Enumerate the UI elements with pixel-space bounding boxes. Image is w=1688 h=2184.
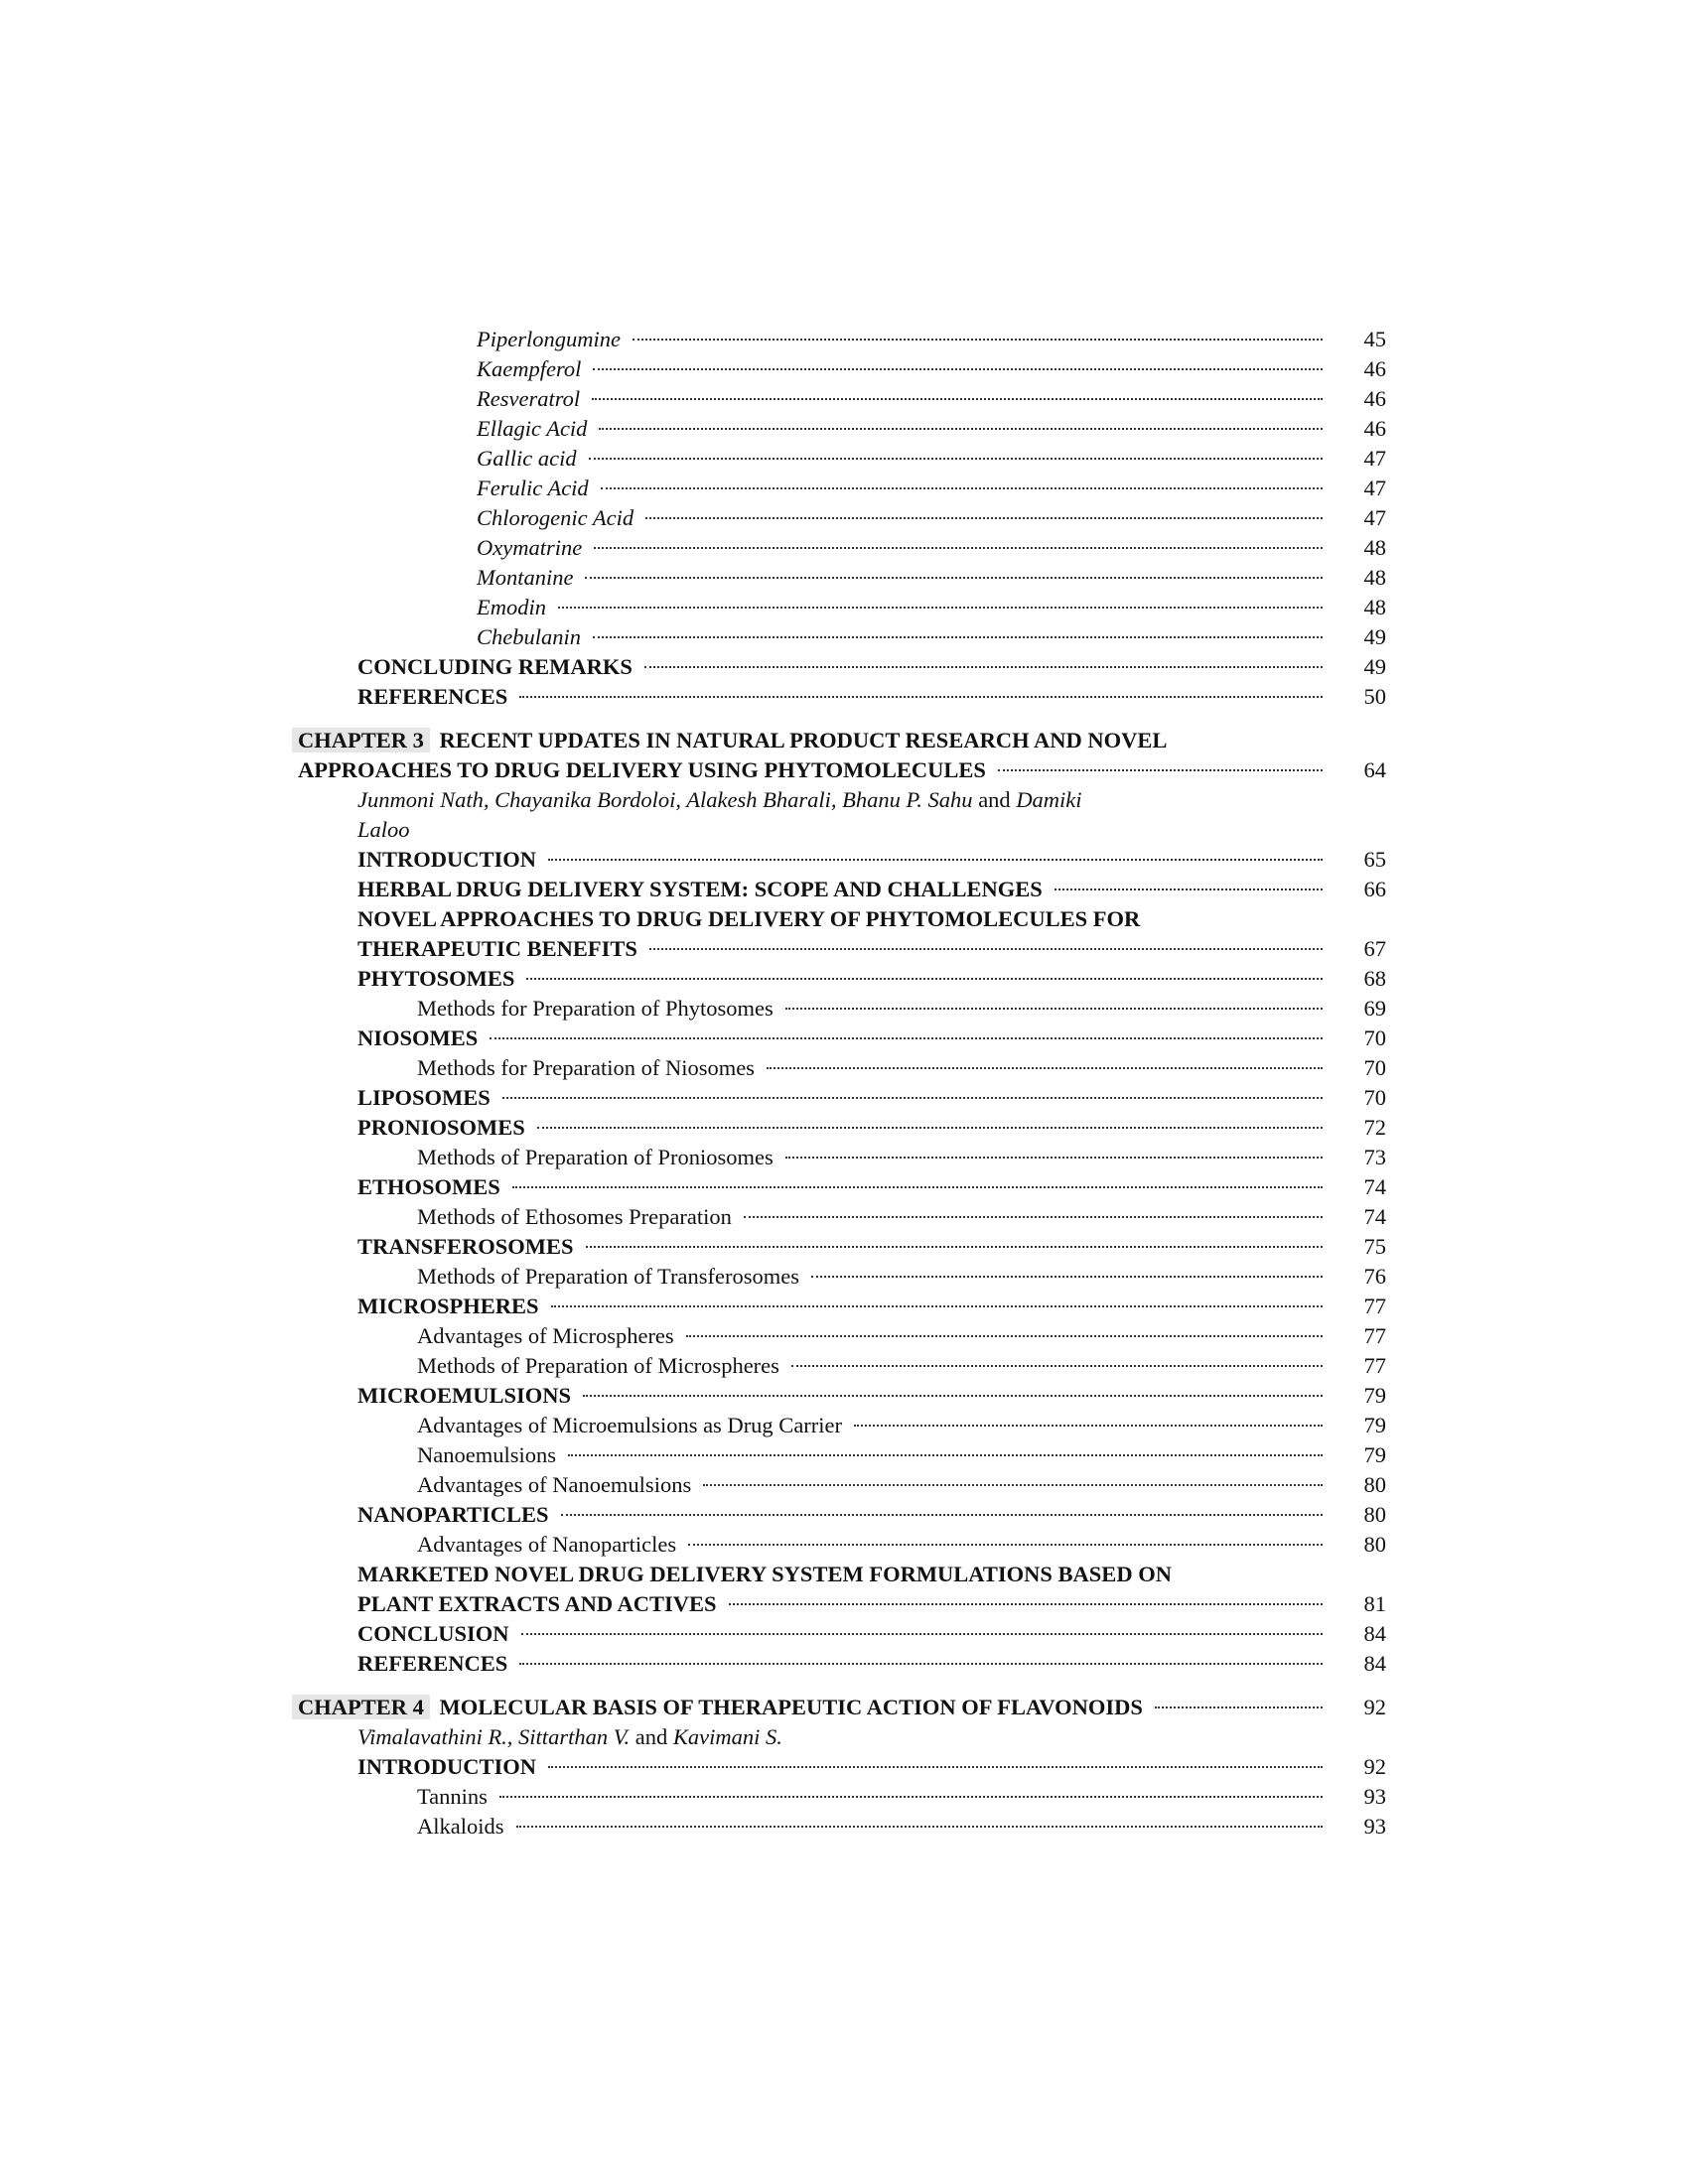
toc-page-number: 65: [1363, 847, 1386, 872]
chapter-3-title-line-2: [0, 755, 1688, 785]
toc-entry-marketed-line-1: [0, 1560, 1688, 1589]
toc-page-number: 81: [1363, 1591, 1386, 1616]
toc-page-number: 77: [1363, 1323, 1386, 1348]
toc-subsection: [0, 1262, 1688, 1292]
toc-subsection: [0, 994, 1688, 1024]
toc-page-number: 69: [1363, 996, 1386, 1021]
leader-dots: [583, 1395, 1323, 1397]
toc-entry-title: Methods of Preparation of Microspheres: [417, 1353, 779, 1378]
chapter-label: CHAPTER 4: [292, 1695, 430, 1719]
toc-page-number: 79: [1363, 1383, 1386, 1408]
toc-entry-title: Resveratrol: [477, 386, 581, 411]
toc-entry-title: CONCLUSION: [357, 1621, 509, 1646]
leader-dots: [645, 517, 1323, 519]
toc-section: [0, 1172, 1688, 1202]
toc-entry-title: Tannins: [417, 1784, 488, 1809]
toc-page-number: 73: [1363, 1145, 1386, 1169]
toc-entry: [0, 593, 1688, 622]
toc-entry-title: Methods of Ethosomes Preparation: [417, 1204, 732, 1229]
leader-dots: [490, 1037, 1323, 1039]
toc-page-number: 92: [1363, 1754, 1386, 1779]
toc-page-number: 49: [1363, 624, 1386, 649]
toc-subsection: [0, 1470, 1688, 1500]
author-names: Junmoni Nath, Chayanika Bordoloi, Alakesh Bharali, Bhanu P. Sahu: [357, 787, 973, 812]
leader-dots: [548, 859, 1323, 861]
toc-entry-novel-line-1: [0, 904, 1688, 934]
chapter-label: CHAPTER 3: [292, 728, 430, 752]
toc-page-number: 79: [1363, 1442, 1386, 1467]
toc-entry-marketed-line-2: [0, 1589, 1688, 1619]
toc-entry-title: Nanoemulsions: [417, 1442, 556, 1467]
chapter-4-authors: [0, 1722, 1688, 1752]
leader-dots: [644, 666, 1323, 668]
leader-dots: [811, 1276, 1323, 1278]
toc-entry: [0, 563, 1688, 593]
toc-entry-title: PRONIOSOMES: [357, 1115, 525, 1140]
toc-subsection: [0, 1321, 1688, 1351]
leader-dots: [519, 696, 1323, 698]
toc-entry-title: INTRODUCTION: [357, 847, 537, 872]
leader-dots: [558, 607, 1323, 609]
toc-entry-title: LIPOSOMES: [357, 1085, 491, 1110]
toc-page-number: 47: [1363, 446, 1386, 471]
toc-entry-title: Emodin: [477, 595, 546, 619]
leader-dots: [688, 1544, 1323, 1546]
toc-page-number: 48: [1363, 535, 1386, 560]
toc-page-number: 47: [1363, 476, 1386, 500]
author-and: and: [978, 787, 1011, 812]
toc-entry-title: CONCLUDING REMARKS: [357, 654, 633, 679]
toc-entry-title: HERBAL DRUG DELIVERY SYSTEM: SCOPE AND CHALLENGES: [357, 877, 1043, 901]
toc-page-number: 80: [1363, 1502, 1386, 1527]
toc-entry-title: Methods for Preparation of Niosomes: [417, 1055, 755, 1080]
toc-page-number: 66: [1363, 877, 1386, 901]
toc-entry: [0, 845, 1688, 875]
leader-dots: [686, 1335, 1323, 1337]
toc-entry-title: PHYTOSOMES: [357, 966, 515, 991]
leader-dots: [561, 1514, 1323, 1516]
toc-entry-title: NIOSOMES: [357, 1025, 479, 1050]
toc-page-number: 47: [1363, 505, 1386, 530]
toc-page-number: 76: [1363, 1264, 1386, 1289]
toc-section: [0, 1083, 1688, 1113]
toc-subsection: [0, 1530, 1688, 1560]
toc-page-number: 92: [1363, 1695, 1386, 1719]
leader-dots: [729, 1603, 1323, 1605]
toc-section: [0, 964, 1688, 994]
toc-entry-title: Montanine: [477, 565, 574, 590]
leader-dots: [519, 1663, 1323, 1665]
toc-entry-title: NANOPARTICLES: [357, 1502, 549, 1527]
toc-entry-references: [0, 682, 1688, 712]
toc-entry-title: Oxymatrine: [477, 535, 583, 560]
toc-subsection: [0, 1351, 1688, 1381]
toc-entry-title: Kaempferol: [477, 356, 582, 381]
toc-section: [0, 1292, 1688, 1321]
leader-dots: [516, 1826, 1324, 1828]
toc-page-number: 93: [1363, 1814, 1386, 1839]
leader-dots: [649, 948, 1323, 950]
toc-entry: [0, 444, 1688, 474]
leader-dots: [548, 1766, 1323, 1768]
leader-dots: [526, 978, 1323, 980]
toc-entry-title: TRANSFEROSOMES: [357, 1234, 574, 1259]
leader-dots: [593, 636, 1323, 638]
leader-dots: [568, 1454, 1323, 1456]
toc-page-number: 93: [1363, 1784, 1386, 1809]
leader-dots: [592, 398, 1323, 400]
toc-page-number: 46: [1363, 386, 1386, 411]
toc-entry-title: Chebulanin: [477, 624, 581, 649]
toc-entry-title: MICROSPHERES: [357, 1294, 539, 1318]
toc-page-number: 74: [1363, 1174, 1386, 1199]
toc-entry: [0, 384, 1688, 414]
toc-entry-title: Methods of Preparation of Proniosomes: [417, 1145, 774, 1169]
toc-page-number: 70: [1363, 1055, 1386, 1080]
leader-dots: [1055, 888, 1323, 890]
toc-entry: [0, 875, 1688, 904]
toc-page-number: 48: [1363, 595, 1386, 619]
leader-dots: [551, 1305, 1323, 1307]
author-last: Damiki: [1016, 787, 1082, 812]
chapter-title: RECENT UPDATES IN NATURAL PRODUCT RESEARCH AND NOVEL: [439, 728, 1168, 752]
toc-entry-title: REFERENCES: [357, 1651, 508, 1676]
toc-subsection: [0, 1411, 1688, 1440]
toc-page-number: 48: [1363, 565, 1386, 590]
toc-entry-references: [0, 1649, 1688, 1679]
toc-entry-title: INTRODUCTION: [357, 1754, 537, 1779]
toc-page-number: 68: [1363, 966, 1386, 991]
leader-dots: [767, 1067, 1323, 1069]
toc-entry-title: Methods for Preparation of Phytosomes: [417, 996, 774, 1021]
chapter-3-authors-cont: [0, 815, 1688, 845]
toc-entry-title: MARKETED NOVEL DRUG DELIVERY SYSTEM FORMULATIONS BASED ON: [357, 1562, 1172, 1586]
toc-section: [0, 1500, 1688, 1530]
toc-subsection: [0, 1143, 1688, 1172]
toc-entry-title: REFERENCES: [357, 684, 508, 709]
chapter-title: MOLECULAR BASIS OF THERAPEUTIC ACTION OF FLAVONOIDS: [439, 1695, 1143, 1719]
chapter-4-title: [0, 1693, 1688, 1722]
toc-section: [0, 1113, 1688, 1143]
toc-entry-title: PLANT EXTRACTS AND ACTIVES: [357, 1591, 717, 1616]
toc-subsection: [0, 1053, 1688, 1083]
toc-entry-introduction: [0, 1752, 1688, 1782]
leader-dots: [744, 1216, 1323, 1218]
toc-section: [0, 1381, 1688, 1411]
author-names: Laloo: [357, 817, 410, 842]
toc-page-number: 67: [1363, 936, 1386, 961]
toc-entry: [0, 622, 1688, 652]
leader-dots: [499, 1796, 1323, 1798]
leader-dots: [633, 339, 1323, 341]
toc-page-number: 50: [1363, 684, 1386, 709]
toc-page-number: 46: [1363, 416, 1386, 441]
toc-entry-title: Ellagic Acid: [477, 416, 588, 441]
toc-entry: [0, 325, 1688, 354]
toc-page-number: 79: [1363, 1413, 1386, 1437]
leader-dots: [785, 1157, 1323, 1159]
toc-entry-title: Advantages of Nanoemulsions: [417, 1472, 692, 1497]
toc-entry-title: Alkaloids: [417, 1814, 504, 1839]
toc-page-number: 77: [1363, 1294, 1386, 1318]
toc-entry-title: Gallic acid: [477, 446, 577, 471]
toc-page-number: 74: [1363, 1204, 1386, 1229]
toc-entry-title: Advantages of Microemulsions as Drug Carrier: [417, 1413, 843, 1437]
toc-page-number: 77: [1363, 1353, 1386, 1378]
toc-entry-conclusion: [0, 1619, 1688, 1649]
toc-entry-title: Chlorogenic Acid: [477, 505, 634, 530]
leader-dots: [537, 1127, 1323, 1129]
leader-dots: [791, 1365, 1323, 1367]
leader-dots: [1155, 1706, 1323, 1708]
toc-entry-title: Methods of Preparation of Transferosomes: [417, 1264, 799, 1289]
toc-entry: [0, 354, 1688, 384]
toc-entry: [0, 414, 1688, 444]
toc-page-number: 84: [1363, 1651, 1386, 1676]
author-last: Kavimani S.: [672, 1724, 782, 1749]
toc-entry: [0, 503, 1688, 533]
toc-entry-title: Piperlongumine: [477, 327, 621, 351]
toc-entry-novel-line-2: [0, 934, 1688, 964]
leader-dots: [589, 458, 1323, 460]
toc-entry: [0, 533, 1688, 563]
toc-page-number: 80: [1363, 1472, 1386, 1497]
toc-entry-title: NOVEL APPROACHES TO DRUG DELIVERY OF PHYTOMOLECULES FOR: [357, 906, 1141, 931]
leader-dots: [593, 368, 1323, 370]
leader-dots: [601, 487, 1323, 489]
leader-dots: [998, 769, 1323, 771]
leader-dots: [785, 1008, 1323, 1010]
toc-entry-title: ETHOSOMES: [357, 1174, 500, 1199]
toc-entry-title: Advantages of Nanoparticles: [417, 1532, 677, 1557]
toc-subsection: [0, 1440, 1688, 1470]
toc-entry-title: Advantages of Microspheres: [417, 1323, 674, 1348]
leader-dots: [703, 1484, 1323, 1486]
leader-dots: [512, 1186, 1323, 1188]
toc-subsection: [0, 1812, 1688, 1842]
toc-subsection: [0, 1202, 1688, 1232]
toc-page-number: 75: [1363, 1234, 1386, 1259]
table-of-contents: [0, 325, 1688, 1842]
leader-dots: [854, 1425, 1323, 1427]
chapter-3-authors: [0, 785, 1688, 815]
leader-dots: [502, 1097, 1323, 1099]
toc-page-number: 80: [1363, 1532, 1386, 1557]
toc-entry-title: THERAPEUTIC BENEFITS: [357, 936, 637, 961]
toc-page-number: 70: [1363, 1025, 1386, 1050]
leader-dots: [585, 577, 1323, 579]
toc-section: [0, 1232, 1688, 1262]
leader-dots: [521, 1633, 1323, 1635]
toc-page-number: 72: [1363, 1115, 1386, 1140]
toc-page-number: 64: [1363, 757, 1386, 782]
toc-page-number: 49: [1363, 654, 1386, 679]
chapter-title: APPROACHES TO DRUG DELIVERY USING PHYTOMOLECULES: [298, 757, 986, 782]
toc-entry-title: MICROEMULSIONS: [357, 1383, 572, 1408]
toc-page-number: 46: [1363, 356, 1386, 381]
toc-page-number: 45: [1363, 327, 1386, 351]
author-names: Vimalavathini R., Sittarthan V.: [357, 1724, 631, 1749]
toc-page-number: 84: [1363, 1621, 1386, 1646]
leader-dots: [594, 547, 1323, 549]
toc-section: [0, 1024, 1688, 1053]
author-and: and: [634, 1724, 668, 1749]
leader-dots: [599, 428, 1323, 430]
toc-page-number: 70: [1363, 1085, 1386, 1110]
toc-subsection: [0, 1782, 1688, 1812]
toc-entry-concluding-remarks: [0, 652, 1688, 682]
chapter-3-title-line-1: [0, 726, 1688, 755]
toc-entry-title: Ferulic Acid: [477, 476, 589, 500]
toc-entry: [0, 474, 1688, 503]
leader-dots: [586, 1246, 1323, 1248]
